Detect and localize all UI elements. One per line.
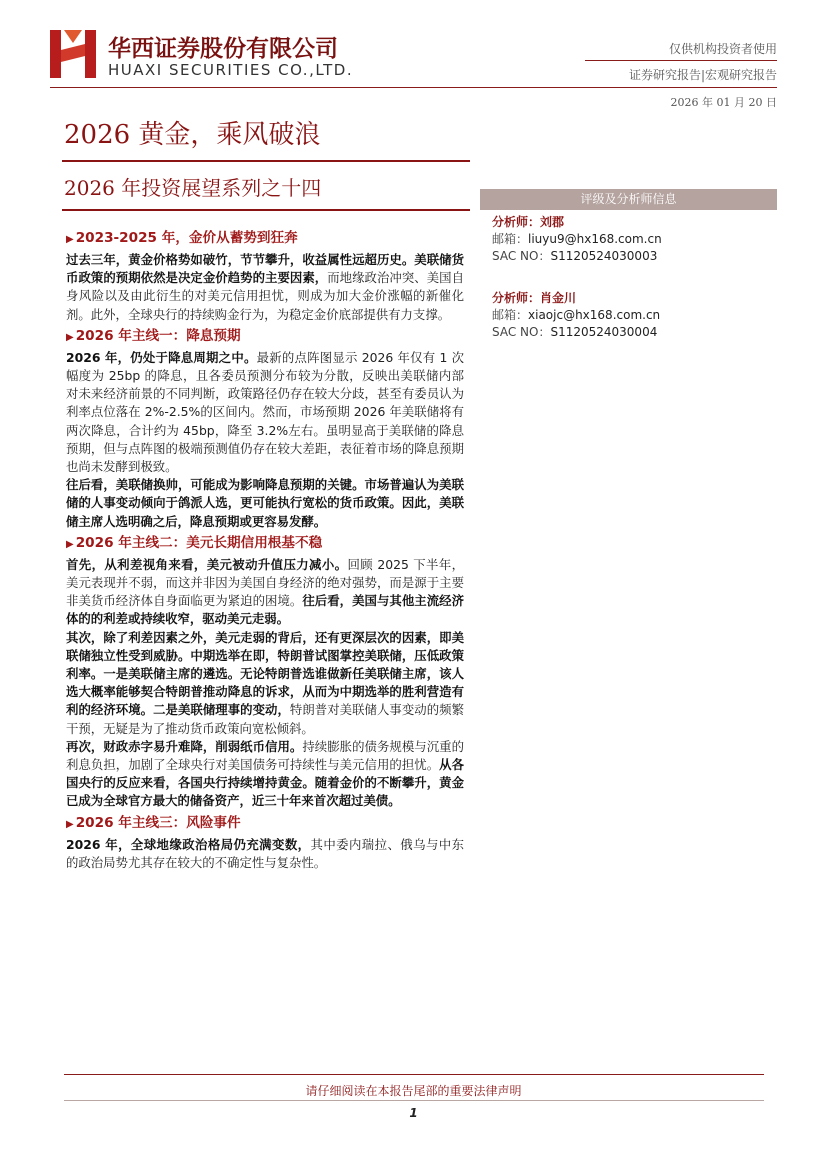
footer-rule (64, 1074, 764, 1075)
brand-name-en: HUAXI SECURITIES CO.,LTD. (108, 61, 354, 79)
header-divider (585, 60, 777, 61)
triangle-bullet-icon: ▶ (66, 818, 74, 830)
legal-notice[interactable]: 请仔细阅读在本报告尾部的重要法律声明 (305, 1084, 522, 1098)
analyst-name: 分析师：肖金川 (492, 291, 577, 305)
analyst-card (492, 214, 662, 265)
huaxi-logo-icon (50, 30, 96, 78)
email-label: 邮箱： (492, 308, 529, 322)
analyst-email[interactable]: xiaojc@hx168.com.cn (528, 308, 661, 322)
report-subtitle: 2026 年投资展望系列之十四 (64, 176, 322, 200)
paragraph: 2026 年，全球地缘政治格局仍充满变数，其中委内瑞拉、俄乌与中东的政治局势尤其存在较大的不确定性与复杂性。 (66, 836, 464, 870)
report-title: 2026 黄金，乘风破浪 (64, 120, 321, 150)
paragraph: 首先，从利差视角来看，美元被动升值压力减小。回顾 2025 下半年，美元表现并不弱，而这并非因为美国自身经济的绝对强势，而是源于主要非美货币经济体自身面临更为紧迫的困境。往后看，美国与其他主流经济体的的利差或持续收窄，驱动美元走弱。 (66, 556, 465, 627)
subtitle-rule (62, 209, 470, 211)
brand-name-cn: 华西证券股份有限公司 (108, 35, 338, 62)
section-heading: ▶ 2026 年主线三：风险事件 (66, 814, 241, 831)
paragraph: 过去三年，黄金价格势如破竹，节节攀升，收益属性远超历史。美联储货币政策的预期依然是决定金价趋势的主要因素，而地缘政治冲突、美国自身风险以及由此衍生的对美元信用担忧，则成为加大金价涨幅的新催化剂。此外，全球央行的持续购金行为，为稳定金价底部提供有力支撑。 (66, 252, 465, 322)
report-date: 2026 年 01 月 20 日 (670, 96, 777, 109)
paragraph: 往后看，美联储换帅，可能成为影响降息预期的关键。市场普遍认为美联储的人事变动倾向于鸽派人选，更可能执行宽松的货币政策。因此，美联储主席人选明确之后，降息预期或更容易发酵。 (66, 477, 464, 529)
analyst-panel-heading: 评级及分析师信息 (480, 189, 777, 210)
analyst-email[interactable]: liuyu9@hx168.com.cn (528, 232, 662, 246)
audience-note: 仅供机构投资者使用 (668, 42, 777, 56)
analyst-name: 分析师：刘郡 (492, 215, 565, 229)
page-number: 1 (409, 1106, 418, 1120)
sac-label: SAC NO： (492, 325, 551, 339)
analyst-card (492, 290, 660, 341)
analyst-sac: S1120524030003 (550, 249, 658, 263)
triangle-bullet-icon: ▶ (66, 331, 74, 343)
header-rule (50, 87, 777, 88)
paragraph: 2026 年，仍处于降息周期之中。最新的点阵图显示 2026 年仅有 1 次幅度为 25bp 的降息，且各委员预测分布较为分散，反映出美联储内部对未来经济前景的不同判断，政策路径仍存在较大分歧，甚至有委员认为利率点位落在 2%-2.5%的区间内。然而，市场预期 2026 年美联储将有两次降息，合计约为 45bp，降至 3.2%左右。虽明显高于美联储的降息预期，但与点阵图的极端预测值仍存在较大差距，表征着市场的降息预期也尚未发酵到极致。 (66, 349, 464, 475)
email-label: 邮箱： (492, 232, 529, 246)
analyst-sac: S1120524030004 (550, 325, 658, 339)
report-body (66, 226, 464, 872)
triangle-bullet-icon: ▶ (66, 538, 74, 550)
section-heading: ▶ 2026 年主线一：降息预期 (66, 327, 241, 344)
title-rule (62, 160, 470, 162)
section-heading: ▶ 2023-2025 年，金价从蓄势到狂奔 (66, 230, 298, 246)
triangle-bullet-icon: ▶ (66, 234, 74, 245)
sac-label: SAC NO： (492, 249, 551, 263)
footer-rule-2 (64, 1100, 764, 1101)
section-heading: ▶ 2026 年主线二：美元长期信用根基不稳 (66, 534, 323, 551)
paragraph: 再次，财政赤字易升难降，削弱纸币信用。持续膨胀的债务规模与沉重的利息负担，加剧了全球央行对美国债务可持续性与美元信用的担忧。从各国央行的反应来看，各国央行持续增持黄金。随着金价的不断攀升，黄金已成为全球官方最大的储备资产，近三十年来首次超过美债。 (66, 738, 465, 809)
paragraph: 其次，除了利差因素之外，美元走弱的背后，还有更深层次的因素，即美联储独立性受到威胁。中期选举在即，特朗普试图掌控美联储，压低政策利率。一是美联储主席的遴选。无论特朗普选谁做新任美联储主席，该人选大概率能够契合特朗普推动降息的诉求，从而为中期选举的胜利营造有利的经济环境。二是美联储理事的变动，特朗普对美联储人事变动的频繁干预，无疑是为了推动货币政策向宽松倾斜。 (66, 629, 465, 736)
report-type: 证券研究报告|宏观研究报告 (628, 68, 777, 82)
